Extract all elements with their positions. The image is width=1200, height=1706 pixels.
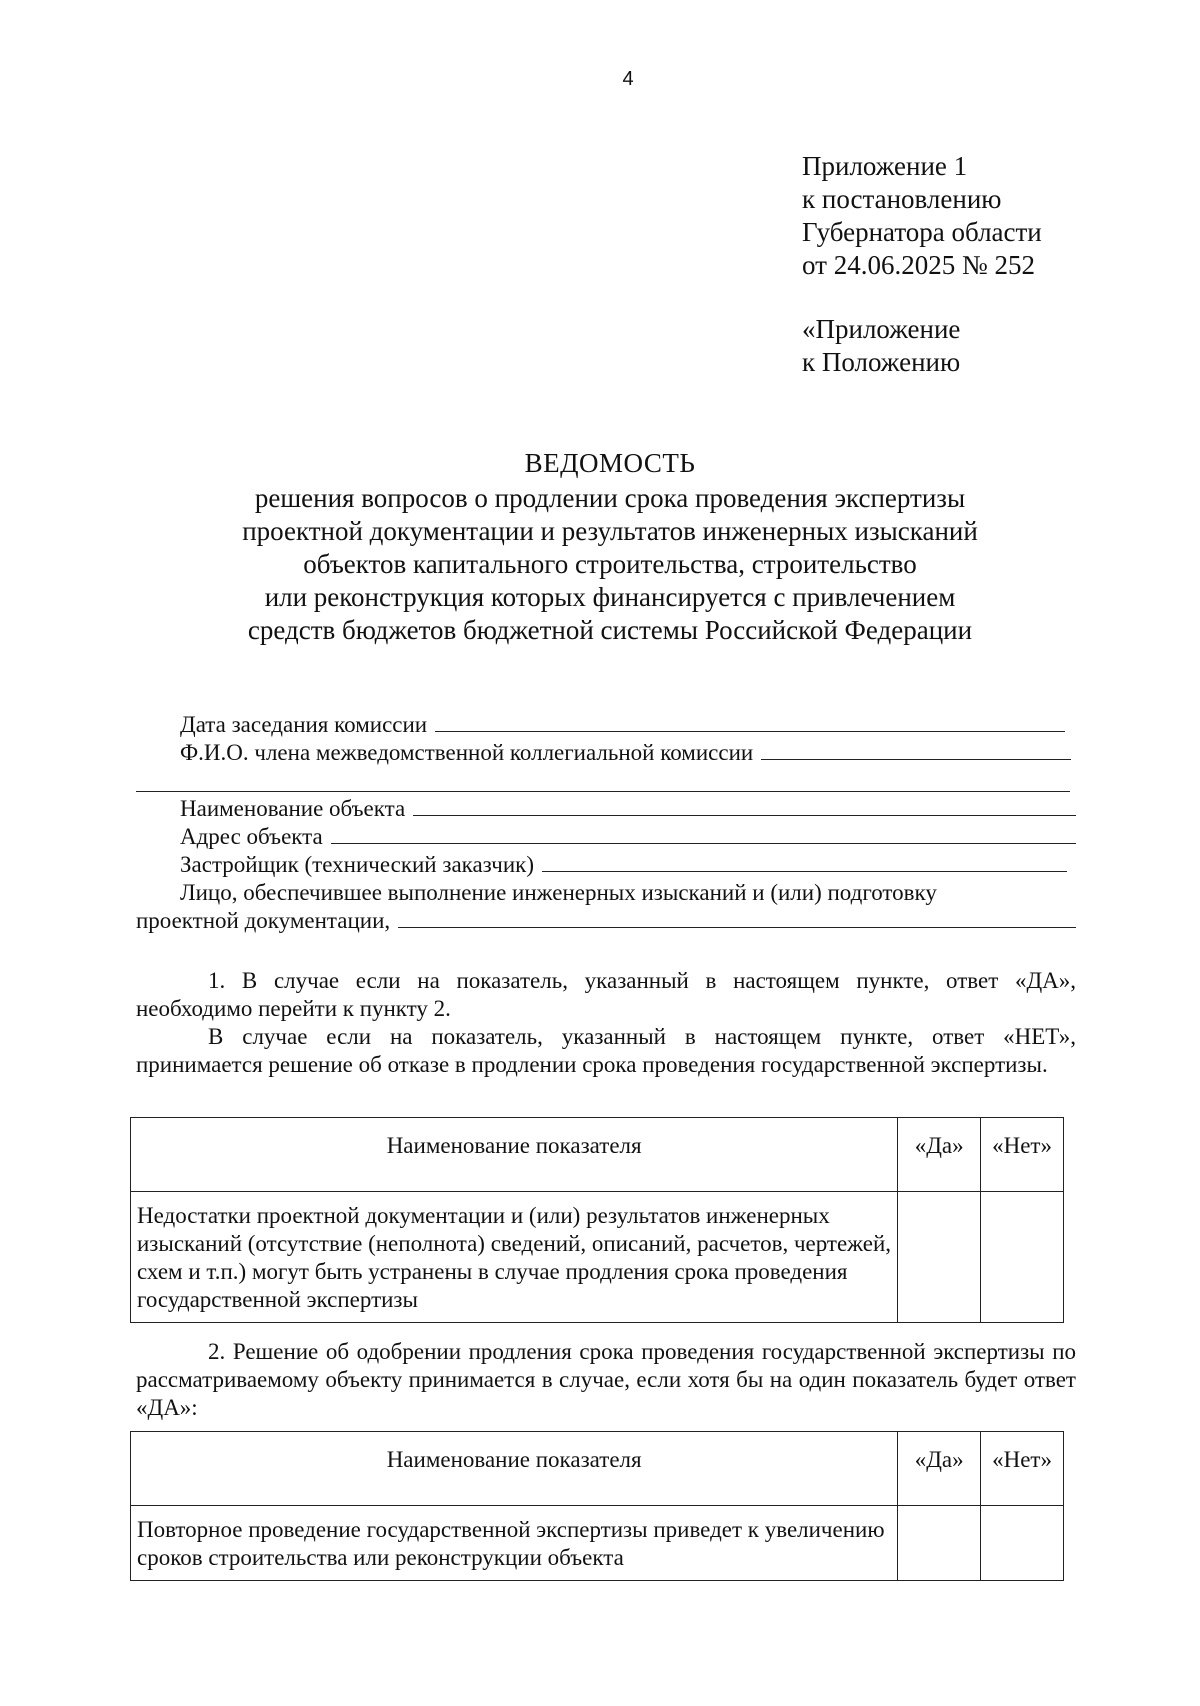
field-person <box>180 879 1076 907</box>
attachment-line: к постановлению <box>802 184 1002 214</box>
attachment-line: от 24.06.2025 № 252 <box>802 250 1035 280</box>
indicator-table-1 <box>130 1117 1064 1323</box>
title-line: проектной документации и результатов инженерных изысканий <box>242 516 978 546</box>
indicator-text: Повторное проведение государственной экспертизы приведет к увеличению сроков строительства или реконструкции объекта <box>131 1506 898 1581</box>
table-row <box>131 1192 1064 1323</box>
title-line: решения вопросов о продлении срока проведения экспертизы <box>254 483 966 513</box>
field-person-cont <box>136 907 1076 935</box>
table-row <box>131 1506 1064 1581</box>
document-title <box>150 447 1070 647</box>
section-1-paragraph: 1. В случае если на показатель, указанный в настоящем пункте, ответ «ДА», необходимо перейти к пункту 2. <box>136 968 1076 1021</box>
field-developer-label: Застройщик (технический заказчик) <box>180 852 535 877</box>
answer-yes-cell[interactable] <box>898 1192 981 1323</box>
field-developer-blank[interactable] <box>542 851 1067 872</box>
field-developer <box>180 851 1067 879</box>
answer-no-cell[interactable] <box>981 1506 1064 1581</box>
field-object-address-blank[interactable] <box>331 823 1076 844</box>
header-indicator-name: Наименование показателя <box>131 1432 898 1506</box>
attachment-note-2 <box>802 313 960 379</box>
field-object-address <box>180 823 1076 851</box>
field-member-label: Ф.И.О. члена межведомственной коллегиальной комиссии <box>180 740 754 765</box>
title-heading: ВЕДОМОСТЬ <box>524 448 696 478</box>
table-header-row <box>131 1432 1064 1506</box>
section-1 <box>136 967 1076 1079</box>
header-no: «Нет» <box>981 1118 1064 1192</box>
header-no: «Нет» <box>981 1432 1064 1506</box>
field-person-label: Лицо, обеспечившее выполнение инженерных изысканий и (или) подготовку <box>180 880 937 905</box>
field-object-address-label: Адрес объекта <box>180 824 323 849</box>
field-member-continuation-line[interactable] <box>136 791 1070 792</box>
field-date-label: Дата заседания комиссии <box>180 712 428 737</box>
field-person-blank[interactable] <box>398 907 1076 928</box>
field-member-blank[interactable] <box>761 739 1071 760</box>
answer-no-cell[interactable] <box>981 1192 1064 1323</box>
section-1-paragraph: В случае если на показатель, указанный в настоящем пункте, ответ «НЕТ», принимается решение об отказе в продлении срока проведения государственной экспертизы. <box>136 1024 1076 1077</box>
field-object-name <box>180 795 1076 823</box>
answer-yes-cell[interactable] <box>898 1506 981 1581</box>
title-line: объектов капитального строительства, строительство <box>303 549 917 579</box>
title-line: средств бюджетов бюджетной системы Российской Федерации <box>247 615 973 645</box>
field-date-blank[interactable] <box>435 711 1065 732</box>
indicator-table-2 <box>130 1431 1064 1581</box>
attachment-note <box>802 150 1042 282</box>
header-yes: «Да» <box>898 1432 981 1506</box>
header-indicator-name: Наименование показателя <box>131 1118 898 1192</box>
field-member <box>180 739 1071 767</box>
attachment-line: Губернатора области <box>802 217 1042 247</box>
attachment-line: Приложение 1 <box>802 151 968 181</box>
section-2 <box>136 1338 1076 1422</box>
indicator-text: Недостатки проектной документации и (или) результатов инженерных изысканий (отсутствие (неполнота) сведений, описаний, расчетов, чертежей, схем и т.п.) могут быть устранены в случае продления срока проведения государственной экспертизы <box>131 1192 898 1323</box>
title-line: или реконструкция которых финансируется с привлечением <box>264 582 956 612</box>
attachment-line: «Приложение <box>802 314 961 344</box>
field-object-name-blank[interactable] <box>413 795 1076 816</box>
section-2-paragraph: 2. Решение об одобрении продления срока проведения государственной экспертизы по рассматриваемому объекту принимается в случае, если хотя бы на один показатель будет ответ «ДА»: <box>136 1339 1076 1420</box>
table-header-row <box>131 1118 1064 1192</box>
field-object-name-label: Наименование объекта <box>180 796 406 821</box>
field-person-label-2: проектной документации, <box>136 908 391 933</box>
page-number: 4 <box>622 68 634 90</box>
field-date <box>180 711 1065 739</box>
attachment-line: к Положению <box>802 347 961 377</box>
header-yes: «Да» <box>898 1118 981 1192</box>
